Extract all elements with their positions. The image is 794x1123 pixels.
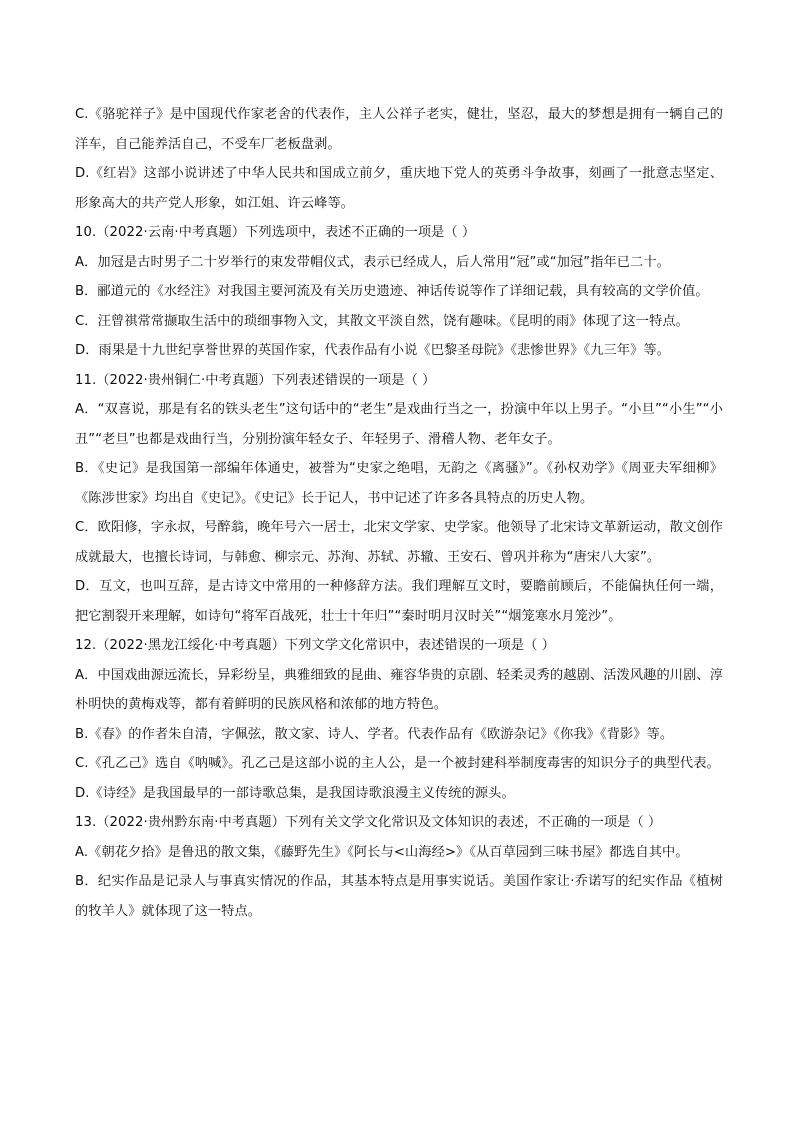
question-12-option-b: B.《春》的作者朱自清，字佩弦，散文家、诗人、学者。代表作品有《欧游杂记》《你我》《背影》等。 [75,726,674,742]
question-12-stem: 12.（2022·黑龙江绥化·中考真题）下列文学文化常识中，表述错误的一项是（ ） [75,638,556,653]
question-11-option-a: A．“双喜说，那是有名的铁头老生”这句话中的“老生”是戏曲行当之一，扮演中年以上男子。“小旦”“小生”“小丑”“老旦”也都是戏曲行当，分别扮演年轻女子、年轻男子、滑稽人物、老年女子。 [75,402,723,447]
question-12-option-c: C.《孔乙己》选自《呐喊》。孔乙己是这部小说的主人公，是一个被封建科举制度毒害的知识分子的典型代表。 [75,756,720,771]
question-13-option-b: B．纪实作品是记录人与事真实情况的作品，其基本特点是用事实说话。美国作家让·乔诺写的纪实作品《植树的牧羊人》就体现了这一特点。 [75,874,723,919]
question-10-option-d: D．雨果是十九世纪享誉世界的英国作家，代表作品有小说《巴黎圣母院》《悲惨世界》《九三年》等。 [75,343,670,358]
question-11-option-c: C．欧阳修，字永叔，号醉翁，晚年号六一居士，北宋文学家、史学家。他领导了北宋诗文革新运动，散文创作成就最大，也擅长诗词，与韩愈、柳宗元、苏洵、苏轼、苏辙、王安石、曾巩并称为“唐宋八大家”。 [75,520,723,565]
question-13-stem: 13.（2022·贵州黔东南·中考真题）下列有关文学文化常识及文体知识的表述，不正确的一项是（ ） [75,815,662,830]
option-c-camel-xiangzi: C.《骆驼祥子》是中国现代作家老舍的代表作，主人公祥子老实，健壮，坚忍，最大的梦想是拥有一辆自己的洋车，自己能养活自己，不受车厂老板盘剥。 [75,107,723,152]
question-10-option-a: A．加冠是古时男子二十岁举行的束发带帽仪式，表示已经成人，后人常用“冠”或“加冠”指年已二十。 [75,254,670,270]
question-11-option-b: B．《史记》是我国第一部编年体通史，被誉为“史家之绝唱，无韵之《离骚》”。《孙权劝学》《周亚夫军细柳》《陈涉世家》均出自《史记》。《史记》长于记人，书中记述了许多各具特点的历史人物。 [75,461,723,506]
question-12-option-a: A．中国戏曲源远流长，异彩纷呈，典雅细致的昆曲、雍容华贵的京剧、轻柔灵秀的越剧、活泼风趣的川剧、淳朴明快的黄梅戏等，都有着鲜明的民族风格和浓郁的地方特色。 [75,667,723,712]
question-12-option-d: D.《诗经》是我国最早的一部诗歌总集，是我国诗歌浪漫主义传统的源头。 [75,785,515,801]
question-10-option-b: B．郦道元的《水经注》对我国主要河流及有关历史遗迹、神话传说等作了详细记载，具有较高的文学价值。 [75,284,709,299]
question-11-stem: 11.（2022·贵州铜仁·中考真题）下列表述错误的一项是（ ） [75,372,436,388]
document-body [75,100,723,926]
question-10-option-c: C．汪曾祺常常撷取生活中的琐细事物入文，其散文平淡自然，饶有趣味。《昆明的雨》体现了这一特点。 [75,313,689,329]
question-11-option-d: D．互文，也叫互辞，是古诗文中常用的一种修辞方法。我们理解互文时，要瞻前顾后，不能偏执任何一端，把它割裂开来理解，如诗句“将军百战死，壮士十年归”“秦时明月汉时关”“烟笼寒水月笼沙”。 [75,579,723,624]
option-d-red-crag: D.《红岩》这部小说讲述了中华人民共和国成立前夕，重庆地下党人的英勇斗争故事，刻画了一批意志坚定、形象高大的共产党人形象，如江姐、许云峰等。 [75,166,723,211]
question-10-stem: 10.（2022·云南·中考真题）下列选项中，表述不正确的一项是（ ） [75,225,476,240]
question-13-option-a: A.《朝花夕拾》是鲁迅的散文集，《藤野先生》《阿长与<山海经>》《从百草园到三味书屋》都选自其中。 [75,844,689,860]
